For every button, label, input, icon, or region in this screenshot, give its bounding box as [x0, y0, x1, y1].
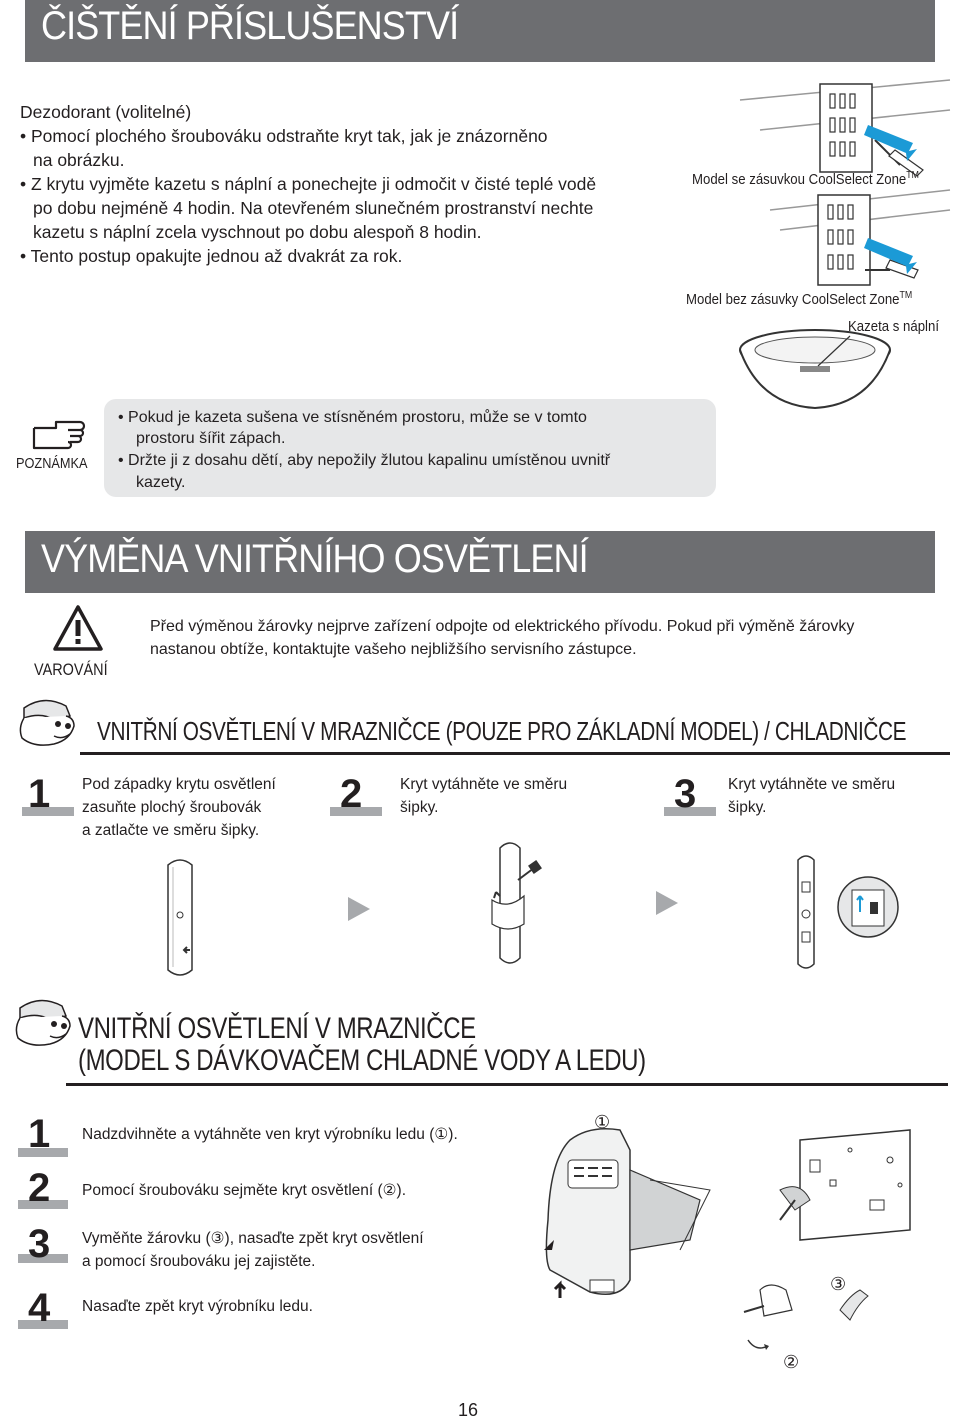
step-text: Kryt vytáhněte ve směru	[728, 776, 896, 793]
page-title: ČIŠTĚNÍ PŘÍSLUŠENSTVÍ	[41, 4, 459, 48]
ice-maker-cover-illustration	[530, 1120, 730, 1310]
step-number: 2	[28, 1166, 51, 1210]
light-bulb-replacement-illustration	[740, 1120, 920, 1380]
step-text: a pomocí šroubováku jej zajistěte.	[82, 1253, 316, 1270]
callout-2: ②	[783, 1352, 800, 1372]
light-cover-removal-illustration	[488, 840, 548, 970]
warning-label: VAROVÁNÍ	[34, 660, 108, 679]
step-text: Kryt vytáhněte ve směru	[400, 776, 568, 793]
callout-3: ③	[830, 1274, 847, 1294]
label-tm: TM	[906, 170, 919, 181]
label-cartridge: Kazeta s náplní	[848, 318, 939, 335]
section-title-bar	[25, 531, 935, 593]
deodorant-line: kazetu s náplní zcela vyschnout po dobu alespoň 8 hodin.	[33, 222, 482, 242]
step-text: šipky.	[400, 799, 439, 816]
label-with-drawer	[692, 170, 919, 188]
callout-1: ①	[594, 1112, 611, 1132]
warning-triangle-icon	[52, 604, 104, 652]
step-number: 1	[28, 772, 51, 816]
step-number: 4	[28, 1286, 51, 1330]
step-text: zasuňte plochý šroubovák	[82, 799, 262, 816]
note-line: • Držte ji z dosahu dětí, aby nepožily žlutou kapalinu umístěnou uvnitř	[118, 452, 611, 469]
deodorant-line: • Tento postup opakujte jednou až dvakrát za rok.	[20, 246, 403, 266]
subsection2-underline	[66, 1083, 948, 1086]
note-line: • Pokud je kazeta sušena ve stísněném prostoru, může se v tomto	[118, 409, 587, 426]
mascot-head-icon	[10, 998, 76, 1050]
page-number: 16	[458, 1400, 479, 1420]
warning-line: Před výměnou žárovky nejprve zařízení odpojte od elektrického přívodu. Pokud při výměně žárovky	[150, 618, 855, 635]
step-text: Nadzdvihněte a vytáhněte ven kryt výrobníku ledu (①).	[82, 1126, 458, 1143]
page-title-bar	[25, 0, 935, 62]
light-cover-illustration	[160, 855, 200, 985]
warning-line: nastanou obtíže, kontaktujte vašeho nejbližšího servisního zástupce.	[150, 641, 637, 658]
step-number: 3	[28, 1222, 51, 1266]
note-line: prostoru šířit zápach.	[136, 430, 286, 447]
play-arrow-icon	[346, 895, 372, 923]
subsection2-title-line1: VNITŘNÍ OSVĚTLENÍ V MRAZNIČCE	[78, 1012, 476, 1045]
label-tm: TM	[899, 290, 913, 301]
deodorant-line: • Z krytu vyjměte kazetu s náplní a ponechejte ji odmočit v čisté teplé vodě	[20, 174, 597, 194]
deodorant-illustration	[700, 70, 955, 415]
section-title: VÝMĚNA VNITŘNÍHO OSVĚTLENÍ	[41, 537, 588, 581]
step-text: Nasaďte zpět kryt výrobníku ledu.	[82, 1298, 313, 1315]
subsection1-underline	[80, 752, 950, 755]
deodorant-line: po dobu nejméně 4 hodin. Na otevřeném slunečném prostranství nechte	[33, 198, 594, 218]
step-text: a zatlačte ve směru šipky.	[82, 822, 260, 839]
subsection2-title-line2: (MODEL S DÁVKOVAČEM CHLADNÉ VODY A LEDU)	[78, 1044, 646, 1077]
deodorant-line: na obrázku.	[33, 150, 125, 170]
light-bulb-illustration	[790, 852, 900, 972]
label-without-drawer	[686, 290, 912, 308]
note-line: kazety.	[136, 474, 186, 491]
deodorant-line: • Pomocí plochého šroubováku odstraňte kryt tak, jak je znázorněno	[20, 126, 548, 146]
step-number: 3	[674, 772, 697, 816]
step-text: Pomocí šroubováku sejměte kryt osvětlení (②).	[82, 1182, 407, 1199]
step-text: Vyměňte žárovku (③), nasaďte zpět kryt osvětlení	[82, 1230, 424, 1247]
pointing-hand-icon	[30, 418, 92, 452]
step-number: 2	[340, 772, 363, 816]
note-label: POZNÁMKA	[16, 455, 88, 472]
label-with-drawer-text: Model se zásuvkou CoolSelect Zone	[692, 171, 907, 188]
step-number: 1	[28, 1112, 51, 1156]
label-without-drawer-text: Model bez zásuvky CoolSelect Zone	[686, 291, 900, 308]
step-text: Pod západky krytu osvětlení	[82, 776, 276, 793]
step-text: šipky.	[728, 799, 767, 816]
deodorant-heading: Dezodorant (volitelné)	[20, 102, 192, 122]
play-arrow-icon	[654, 889, 680, 917]
mascot-head-icon	[14, 698, 80, 750]
subsection1-title: VNITŘNÍ OSVĚTLENÍ V MRAZNIČCE (POUZE PRO ZÁKLADNÍ MODEL) / CHLADNIČCE	[97, 716, 907, 746]
